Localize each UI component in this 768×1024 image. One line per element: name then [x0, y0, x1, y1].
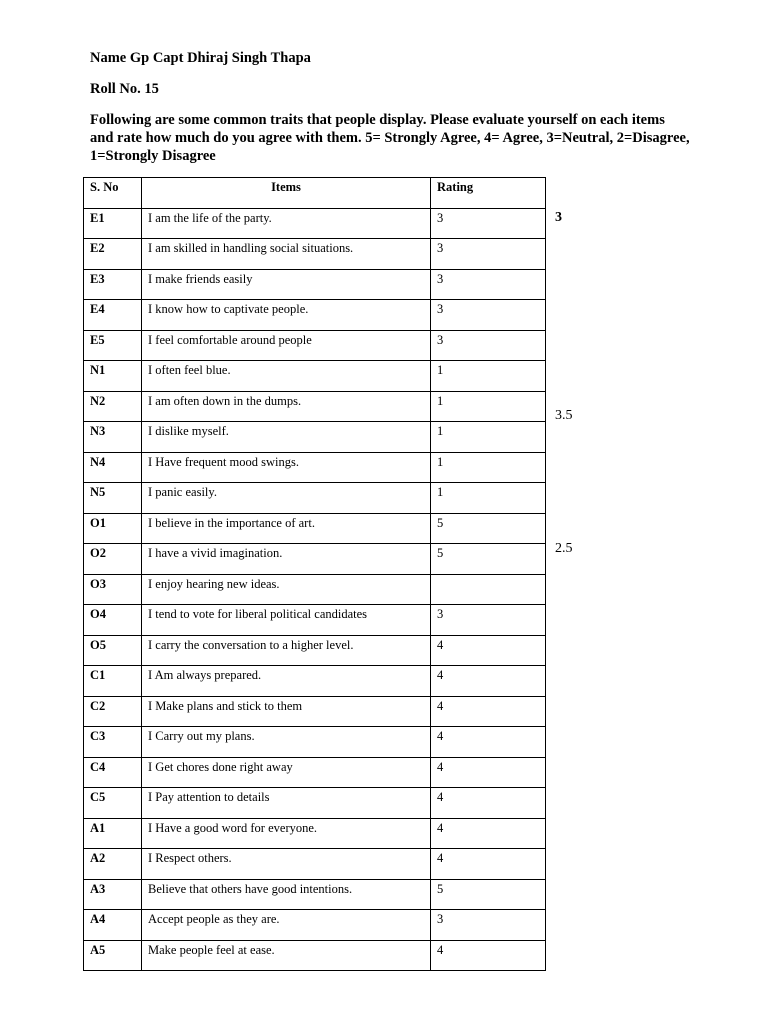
- table-row: [84, 940, 546, 971]
- row-sno: O5: [84, 635, 142, 666]
- row-item: Make people feel at ease.: [142, 940, 431, 971]
- row-sno: C3: [84, 727, 142, 758]
- row-sno: O3: [84, 574, 142, 605]
- table-row: [84, 788, 546, 819]
- row-sno: A4: [84, 910, 142, 941]
- table-row: [84, 300, 546, 331]
- score-neuroticism: 3.5: [555, 408, 573, 423]
- row-item: I carry the conversation to a higher level.: [142, 635, 431, 666]
- row-rating: 1: [431, 391, 546, 422]
- row-rating: 4: [431, 696, 546, 727]
- row-item: I panic easily.: [142, 483, 431, 514]
- row-item: I often feel blue.: [142, 361, 431, 392]
- table-row: [84, 330, 546, 361]
- row-sno: C4: [84, 757, 142, 788]
- table-row: [84, 269, 546, 300]
- row-rating: 3: [431, 239, 546, 270]
- row-item: I Am always prepared.: [142, 666, 431, 697]
- table-row: [84, 361, 546, 392]
- table-row: [84, 544, 546, 575]
- row-rating: 1: [431, 361, 546, 392]
- table-row: [84, 696, 546, 727]
- row-item: Accept people as they are.: [142, 910, 431, 941]
- row-item: Believe that others have good intentions.: [142, 879, 431, 910]
- row-rating: 3: [431, 910, 546, 941]
- row-rating: 5: [431, 513, 546, 544]
- row-sno: A2: [84, 849, 142, 880]
- table-row: [84, 666, 546, 697]
- row-item: I Carry out my plans.: [142, 727, 431, 758]
- roll-number-line: Roll No. 15: [90, 81, 159, 97]
- row-item: I know how to captivate people.: [142, 300, 431, 331]
- table-header-row: [84, 178, 546, 209]
- table-row: [84, 879, 546, 910]
- row-rating: 3: [431, 330, 546, 361]
- row-sno: E3: [84, 269, 142, 300]
- row-sno: O4: [84, 605, 142, 636]
- row-sno: C1: [84, 666, 142, 697]
- row-sno: N5: [84, 483, 142, 514]
- table-row: [84, 605, 546, 636]
- row-rating: 1: [431, 452, 546, 483]
- row-sno: A1: [84, 818, 142, 849]
- row-item: I Make plans and stick to them: [142, 696, 431, 727]
- instructions-text: Following are some common traits that people display. Please evaluate yourself on each items and rate how much do you agree with them. 5= Strongly Agree, 4= Agree, 3=Neutral, 2=Disagree, 1=Strongly Disagree: [90, 112, 690, 164]
- table-row: [84, 849, 546, 880]
- table-row: [84, 483, 546, 514]
- row-rating: 4: [431, 788, 546, 819]
- row-item: I Have frequent mood swings.: [142, 452, 431, 483]
- row-item: I tend to vote for liberal political candidates: [142, 605, 431, 636]
- row-rating: [431, 574, 546, 605]
- row-rating: 1: [431, 422, 546, 453]
- row-sno: N3: [84, 422, 142, 453]
- row-rating: 3: [431, 269, 546, 300]
- row-rating: 4: [431, 757, 546, 788]
- table-row: [84, 727, 546, 758]
- row-sno: C2: [84, 696, 142, 727]
- row-item: I dislike myself.: [142, 422, 431, 453]
- table-row: [84, 208, 546, 239]
- row-sno: A3: [84, 879, 142, 910]
- row-item: I am skilled in handling social situations.: [142, 239, 431, 270]
- row-item: I Pay attention to details: [142, 788, 431, 819]
- row-item: I Have a good word for everyone.: [142, 818, 431, 849]
- row-rating: 3: [431, 300, 546, 331]
- row-item: I have a vivid imagination.: [142, 544, 431, 575]
- traits-table: [83, 177, 546, 971]
- table-row: [84, 910, 546, 941]
- column-header-items: Items: [142, 178, 431, 209]
- row-rating: 3: [431, 208, 546, 239]
- name-line: Name Gp Capt Dhiraj Singh Thapa: [90, 50, 311, 66]
- row-sno: E4: [84, 300, 142, 331]
- column-header-sno: S. No: [84, 178, 142, 209]
- table-row: [84, 574, 546, 605]
- score-extraversion: 3: [555, 210, 562, 225]
- row-rating: 4: [431, 635, 546, 666]
- row-sno: O2: [84, 544, 142, 575]
- row-item: I feel comfortable around people: [142, 330, 431, 361]
- row-sno: E5: [84, 330, 142, 361]
- row-sno: N4: [84, 452, 142, 483]
- row-sno: C5: [84, 788, 142, 819]
- row-rating: 5: [431, 544, 546, 575]
- row-sno: N2: [84, 391, 142, 422]
- row-rating: 4: [431, 666, 546, 697]
- row-rating: 4: [431, 849, 546, 880]
- row-rating: 5: [431, 879, 546, 910]
- row-sno: N1: [84, 361, 142, 392]
- row-sno: E1: [84, 208, 142, 239]
- table-row: [84, 818, 546, 849]
- table-row: [84, 757, 546, 788]
- row-sno: A5: [84, 940, 142, 971]
- row-rating: 4: [431, 818, 546, 849]
- table-row: [84, 513, 546, 544]
- table-row: [84, 422, 546, 453]
- row-rating: 4: [431, 727, 546, 758]
- row-rating: 3: [431, 605, 546, 636]
- row-rating: 1: [431, 483, 546, 514]
- table-row: [84, 635, 546, 666]
- table-row: [84, 452, 546, 483]
- table-row: [84, 239, 546, 270]
- row-sno: O1: [84, 513, 142, 544]
- row-item: I enjoy hearing new ideas.: [142, 574, 431, 605]
- column-header-rating: Rating: [431, 178, 546, 209]
- row-item: I make friends easily: [142, 269, 431, 300]
- table-row: [84, 391, 546, 422]
- row-item: I believe in the importance of art.: [142, 513, 431, 544]
- row-sno: E2: [84, 239, 142, 270]
- row-item: I Respect others.: [142, 849, 431, 880]
- row-rating: 4: [431, 940, 546, 971]
- row-item: I am the life of the party.: [142, 208, 431, 239]
- score-openness: 2.5: [555, 541, 573, 556]
- row-item: I am often down in the dumps.: [142, 391, 431, 422]
- row-item: I Get chores done right away: [142, 757, 431, 788]
